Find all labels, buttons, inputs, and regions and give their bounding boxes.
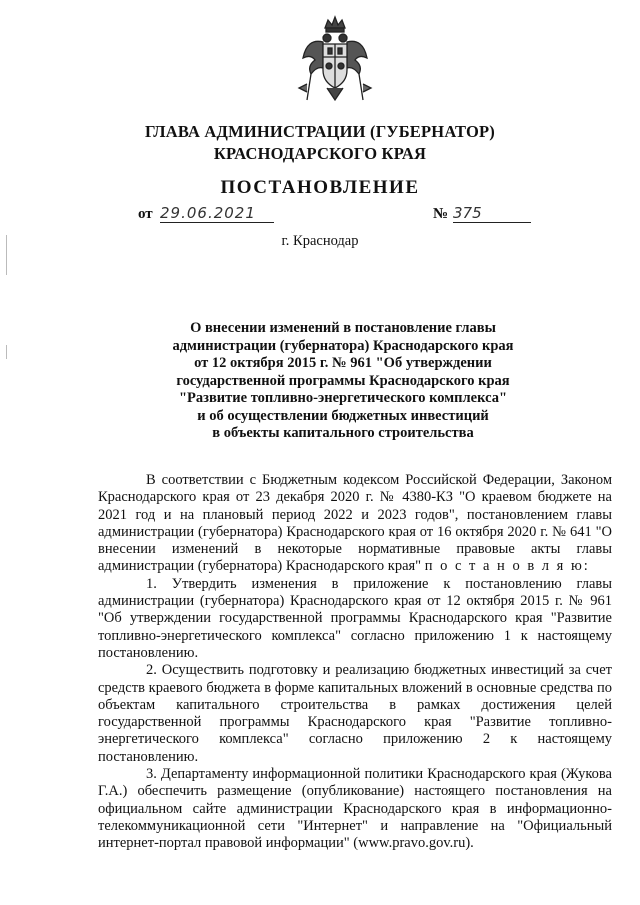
intro-paragraph bbox=[98, 472, 612, 576]
scan-margin-mark bbox=[6, 345, 7, 359]
item-1-paragraph: 1. Утвердить изменения в приложение к постановлению главы администрации (губернатора) Краснодарского края от 12 октября 2015 г. № 961 "Об утверждении государственной программы Краснодарского края "Развитие топливно-энергетического комплекса" согласно приложению 1 к настоящему постановлению. bbox=[98, 575, 612, 661]
subject-line: администрации (губернатора) Краснодарского края bbox=[172, 337, 514, 354]
coat-of-arms-emblem bbox=[297, 14, 373, 106]
item-2-paragraph: 2. Осуществить подготовку и реализацию бюджетных инвестиций за счет средств краевого бюджета в форме капитальных вложений в основные средства по объектам капитального строительства в рамках достижения целей государственной программы Краснодарского края "Развитие топливно-энергетического комплекса" согласно приложению 2 к настоящему постановлению. bbox=[98, 662, 612, 765]
subject-line: от 12 октября 2015 г. № 961 "Об утверждении bbox=[194, 355, 492, 371]
number-value: 375 bbox=[453, 204, 531, 223]
subject-line: и об осуществлении бюджетных инвестиций bbox=[197, 407, 489, 424]
subject-line: "Развитие топливно-энергетического комплекса" bbox=[178, 390, 507, 406]
number-label: № bbox=[433, 206, 449, 222]
document-type-title: ПОСТАНОВЛЕНИЕ bbox=[220, 177, 420, 198]
authority-heading-line2: КРАСНОДАРСКОГО КРАЯ bbox=[213, 144, 427, 163]
scan-margin-mark bbox=[6, 235, 7, 275]
document-body bbox=[98, 472, 612, 853]
item-3-paragraph: 3. Департаменту информационной политики Краснодарского края (Жукова Г.А.) обеспечить размещение (опубликование) настоящего постановления на официальном сайте администрации Краснодарского края в информационно-телекоммуникационной сети "Интернет" и направление на "Официальный интернет-портал правовой информации" (www.pravo.gov.ru). bbox=[98, 766, 612, 852]
city-name: г. Краснодар bbox=[281, 233, 359, 249]
document-subject-title bbox=[148, 320, 538, 443]
decree-word: п о с т а н о в л я ю: bbox=[424, 558, 590, 575]
subject-line: государственной программы Краснодарского края bbox=[176, 372, 510, 389]
date-value: 29.06.2021 bbox=[160, 204, 274, 223]
subject-line: в объекты капитального строительства bbox=[212, 425, 474, 441]
intro-text: В соответствии с Бюджетным кодексом Российской Федерации, Законом Краснодарского края от 23 декабря 2020 г. № 4380-КЗ "О краевом бюджете на 2021 год и на плановый период 2022 и 2023 годов", постановлением главы администрации (губернатора) Краснодарского края от 16 октября 2020 г. № 641 "О внесении изменений в некоторые нормативные правовые акты главы администрации (губернатора) Краснодарского края" bbox=[98, 472, 612, 575]
authority-heading-line1: ГЛАВА АДМИНИСТРАЦИИ (ГУБЕРНАТОР) bbox=[145, 122, 495, 141]
date-label: от bbox=[138, 206, 153, 222]
subject-line: О внесении изменений в постановление главы bbox=[190, 320, 496, 336]
